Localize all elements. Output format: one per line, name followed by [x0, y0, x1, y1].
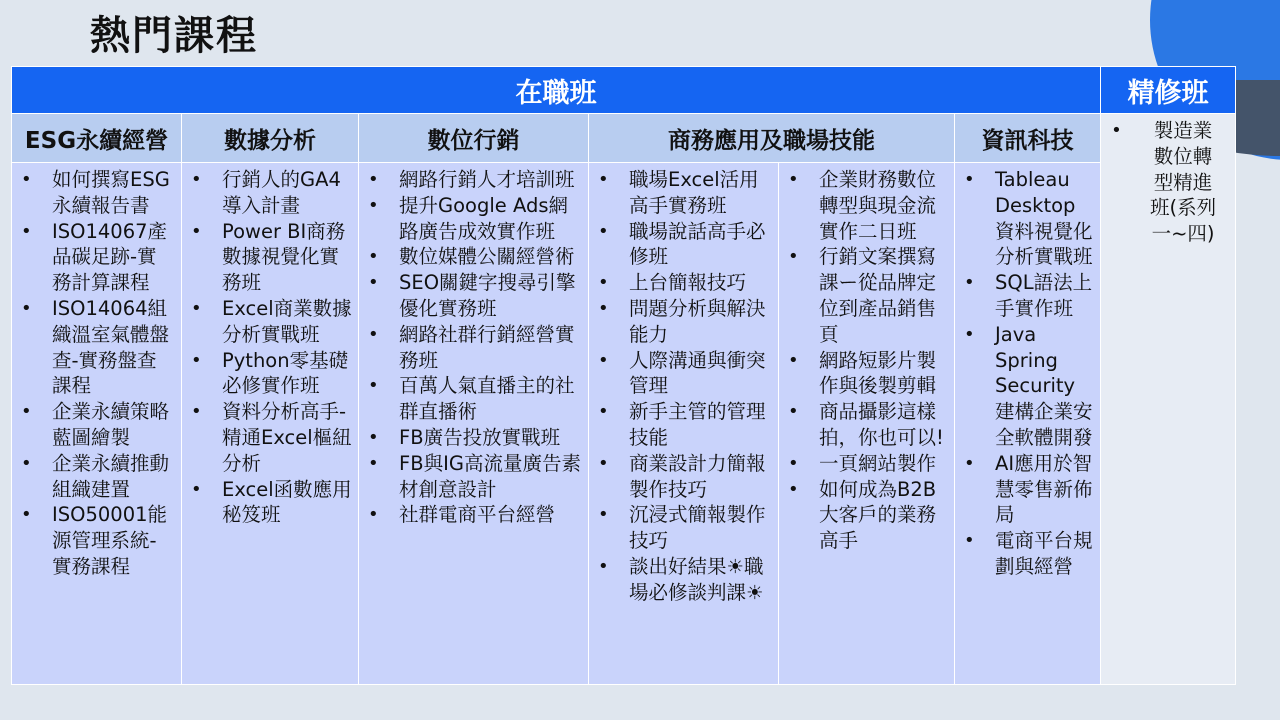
header-advanced: 精修班 [1101, 67, 1236, 114]
course-item[interactable]: • FB廣告投放實戰班 [359, 425, 588, 451]
page-title: 熱門課程 [90, 13, 258, 59]
special-course-cell [1101, 114, 1236, 685]
course-item[interactable]: • 上台簡報技巧 [589, 270, 778, 296]
course-item[interactable]: • 提升Google Ads網路廣告成效實作班 [359, 193, 588, 245]
course-item[interactable]: • 網路社群行銷經營實務班 [359, 322, 588, 374]
course-item[interactable]: • Python零基礎必修實作班 [182, 348, 358, 400]
course-column [589, 163, 779, 685]
course-item[interactable]: • 新手主管的管理技能 [589, 399, 778, 451]
course-item[interactable]: • 社群電商平台經營 [359, 502, 588, 528]
course-item[interactable]: • 問題分析與解決能力 [589, 296, 778, 348]
course-column [182, 163, 359, 685]
course-item[interactable]: • 資料分析高手-精通Excel樞紐分析 [182, 399, 358, 476]
category-it[interactable]: 資訊科技 [955, 114, 1101, 163]
course-item[interactable]: • 數位媒體公關經營術 [359, 244, 588, 270]
course-item[interactable]: • 行銷文案撰寫課ー從品牌定位到產品銷售頁 [779, 244, 954, 347]
course-item[interactable]: • 行銷人的GA4導入計畫 [182, 167, 358, 219]
header-in-service: 在職班 [12, 67, 1101, 114]
course-item[interactable]: • 商業設計力簡報製作技巧 [589, 451, 778, 503]
course-item[interactable]: • 一頁網站製作 [779, 451, 954, 477]
special-course-list [1101, 118, 1235, 247]
course-item[interactable]: • 網路行銷人才培訓班 [359, 167, 588, 193]
course-list-business-1 [589, 167, 778, 606]
course-item[interactable]: • 談出好結果☀職場必修談判課☀ [589, 554, 778, 606]
category-esg[interactable]: ESG永續經營 [12, 114, 182, 163]
course-item[interactable]: • 商品攝影這樣拍，你也可以! [779, 399, 954, 451]
course-list-it [955, 167, 1100, 580]
course-item[interactable]: • 人際溝通與衝突管理 [589, 348, 778, 400]
course-item[interactable]: • AI應用於智慧零售新佈局 [955, 451, 1100, 528]
course-item[interactable]: • Excel商業數據分析實戰班 [182, 296, 358, 348]
course-item[interactable]: • Excel函數應用秘笈班 [182, 477, 358, 529]
course-item[interactable]: • FB與IG高流量廣告素材創意設計 [359, 451, 588, 503]
course-item[interactable]: • 企業財務數位轉型與現金流實作二日班 [779, 167, 954, 244]
course-column [955, 163, 1101, 685]
course-item[interactable]: • Java Spring Security建構企業安全軟體開發 [955, 322, 1100, 451]
course-item[interactable]: • 如何撰寫ESG永續報告書 [12, 167, 181, 219]
course-item[interactable]: • 電商平台規劃與經營 [955, 528, 1100, 580]
course-list-data-analysis [182, 167, 358, 528]
course-list-esg [12, 167, 181, 580]
category-data-analysis[interactable]: 數據分析 [182, 114, 359, 163]
course-item[interactable]: • Power BI商務數據視覺化實務班 [182, 219, 358, 296]
category-digital-marketing[interactable]: 數位行銷 [359, 114, 589, 163]
courses-table [11, 66, 1236, 685]
category-business-skills[interactable]: 商務應用及職場技能 [589, 114, 955, 163]
course-item[interactable]: • 如何成為B2B大客戶的業務高手 [779, 477, 954, 554]
course-item[interactable]: • 沉浸式簡報製作技巧 [589, 502, 778, 554]
course-item[interactable]: • SEO關鍵字搜尋引擎優化實務班 [359, 270, 588, 322]
course-item[interactable]: • Tableau Desktop資料視覺化分析實戰班 [955, 167, 1100, 270]
course-item[interactable]: • 企業永續策略藍圖繪製 [12, 399, 181, 451]
course-item[interactable]: • ISO50001能源管理系統-實務課程 [12, 502, 181, 579]
course-column [779, 163, 955, 685]
course-item[interactable]: • 職場說話高手必修班 [589, 219, 778, 271]
course-item[interactable]: • 企業永續推動組織建置 [12, 451, 181, 503]
course-column [359, 163, 589, 685]
special-course-item[interactable]: • 製造業數位轉型精進班(系列一~四) [1101, 118, 1235, 247]
course-list-digital-marketing [359, 167, 588, 528]
course-item[interactable]: • SQL語法上手實作班 [955, 270, 1100, 322]
course-item[interactable]: • 網路短影片製作與後製剪輯 [779, 348, 954, 400]
course-column [12, 163, 182, 685]
course-item[interactable]: • 百萬人氣直播主的社群直播術 [359, 373, 588, 425]
course-list-business-2 [779, 167, 954, 554]
course-item[interactable]: • ISO14064組織溫室氣體盤查-實務盤查課程 [12, 296, 181, 399]
course-item[interactable]: • ISO14067產品碳足跡-實務計算課程 [12, 219, 181, 296]
course-item[interactable]: • 職場Excel活用高手實務班 [589, 167, 778, 219]
